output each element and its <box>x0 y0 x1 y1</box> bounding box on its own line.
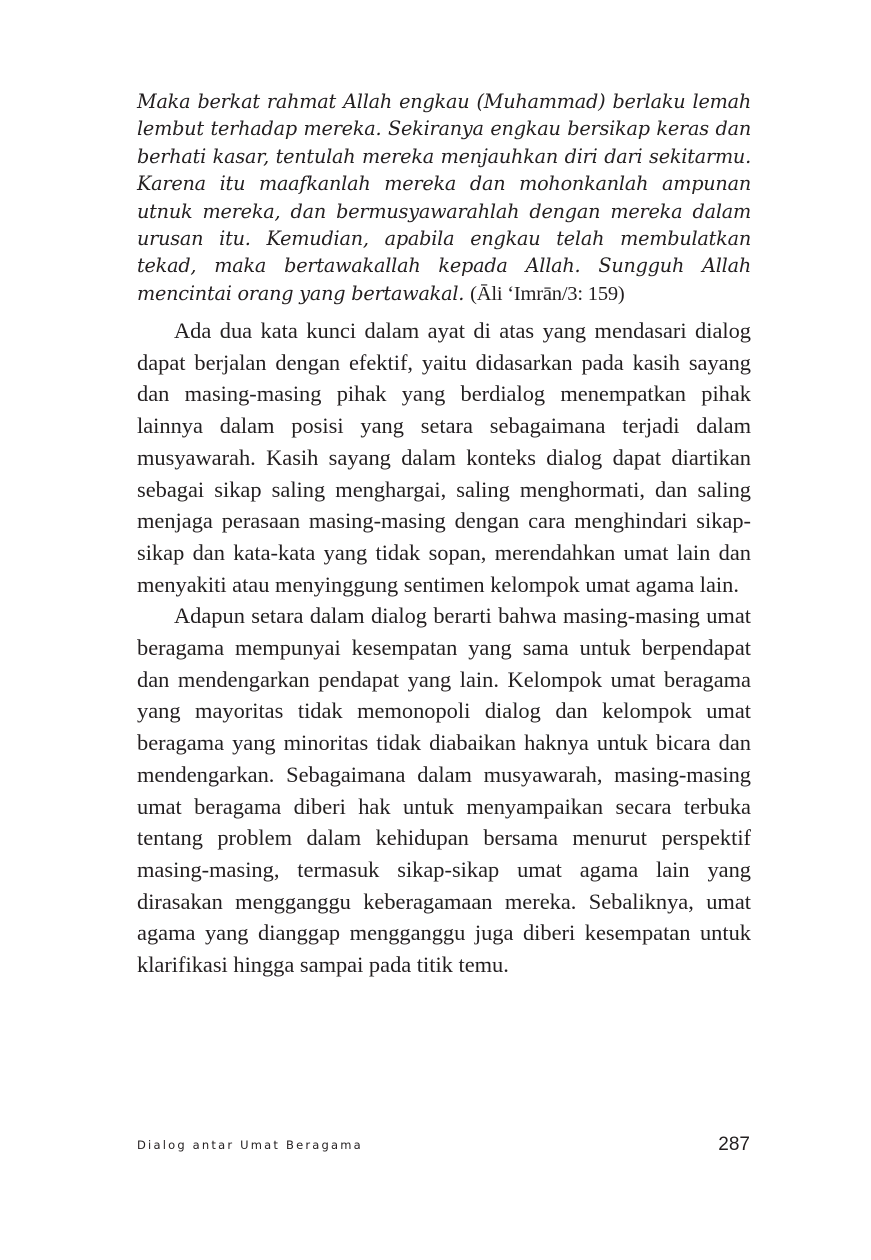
body-text <box>137 315 751 981</box>
paragraph-1: Ada dua kata kunci dalam ayat di atas yang mendasari dialog dapat berjalan dengan efektif, yaitu didasarkan pada kasih sayang dan masing-masing pihak yang berdialog menempatkan pihak lainnya dalam posisi yang setara sebagaimana terjadi dalam musyawarah. Kasih sayang dalam konteks dialog dapat diartikan sebagai sikap saling menghargai, saling menghormati, dan saling menjaga perasaan masing-masing dengan cara menghindari sikap-sikap dan kata-kata yang tidak sopan, merendahkan umat lain dan menyakiti atau menyinggung sentimen kelompok umat agama lain. <box>137 318 751 597</box>
paragraph-2: Adapun setara dalam dialog berarti bahwa masing-masing umat beragama mempunyai kesempatan yang sama untuk berpendapat dan mendengarkan pendapat yang lain. Kelompok umat beragama yang mayoritas tidak memonopoli dialog dan kelompok umat beragama yang minoritas tidak diabaikan haknya untuk bicara dan mendengarkan. Sebagaimana dalam musyawarah, masing-masing umat beragama diberi hak untuk menyampaikan secara terbuka tentang problem dalam kehidupan bersama menurut perspektif masing-masing, termasuk sikap-sikap umat agama lain yang dirasakan mengganggu keberagamaan mereka. Sebaliknya, umat agama yang dianggap mengganggu juga diberi kesempatan untuk klarifikasi hingga sampai pada titik temu. <box>137 603 751 978</box>
quran-verse-translation <box>137 88 751 308</box>
verse-citation: (Āli ‘Imrān/3: 159) <box>470 282 625 305</box>
running-footer-title: Dialog antar Umat Beragama <box>137 1138 363 1152</box>
page-number: 287 <box>718 1134 750 1155</box>
verse-text: Maka berkat rahmat Allah engkau (Muhammad) berlaku lemah lembut terhadap mereka. Sekiranya engkau bersikap keras dan berhati kasar, tentulah mereka menjauhkan diri dari sekitarmu. Karena itu maafkanlah mereka dan mohonkanlah ampunan utnuk mereka, dan bermusyawarahlah dengan mereka dalam urusan itu. Kemudian, apabila engkau telah membulatkan tekad, maka bertawakallah kepada Allah. Sungguh Allah mencintai orang yang bertawakal. <box>137 90 751 305</box>
